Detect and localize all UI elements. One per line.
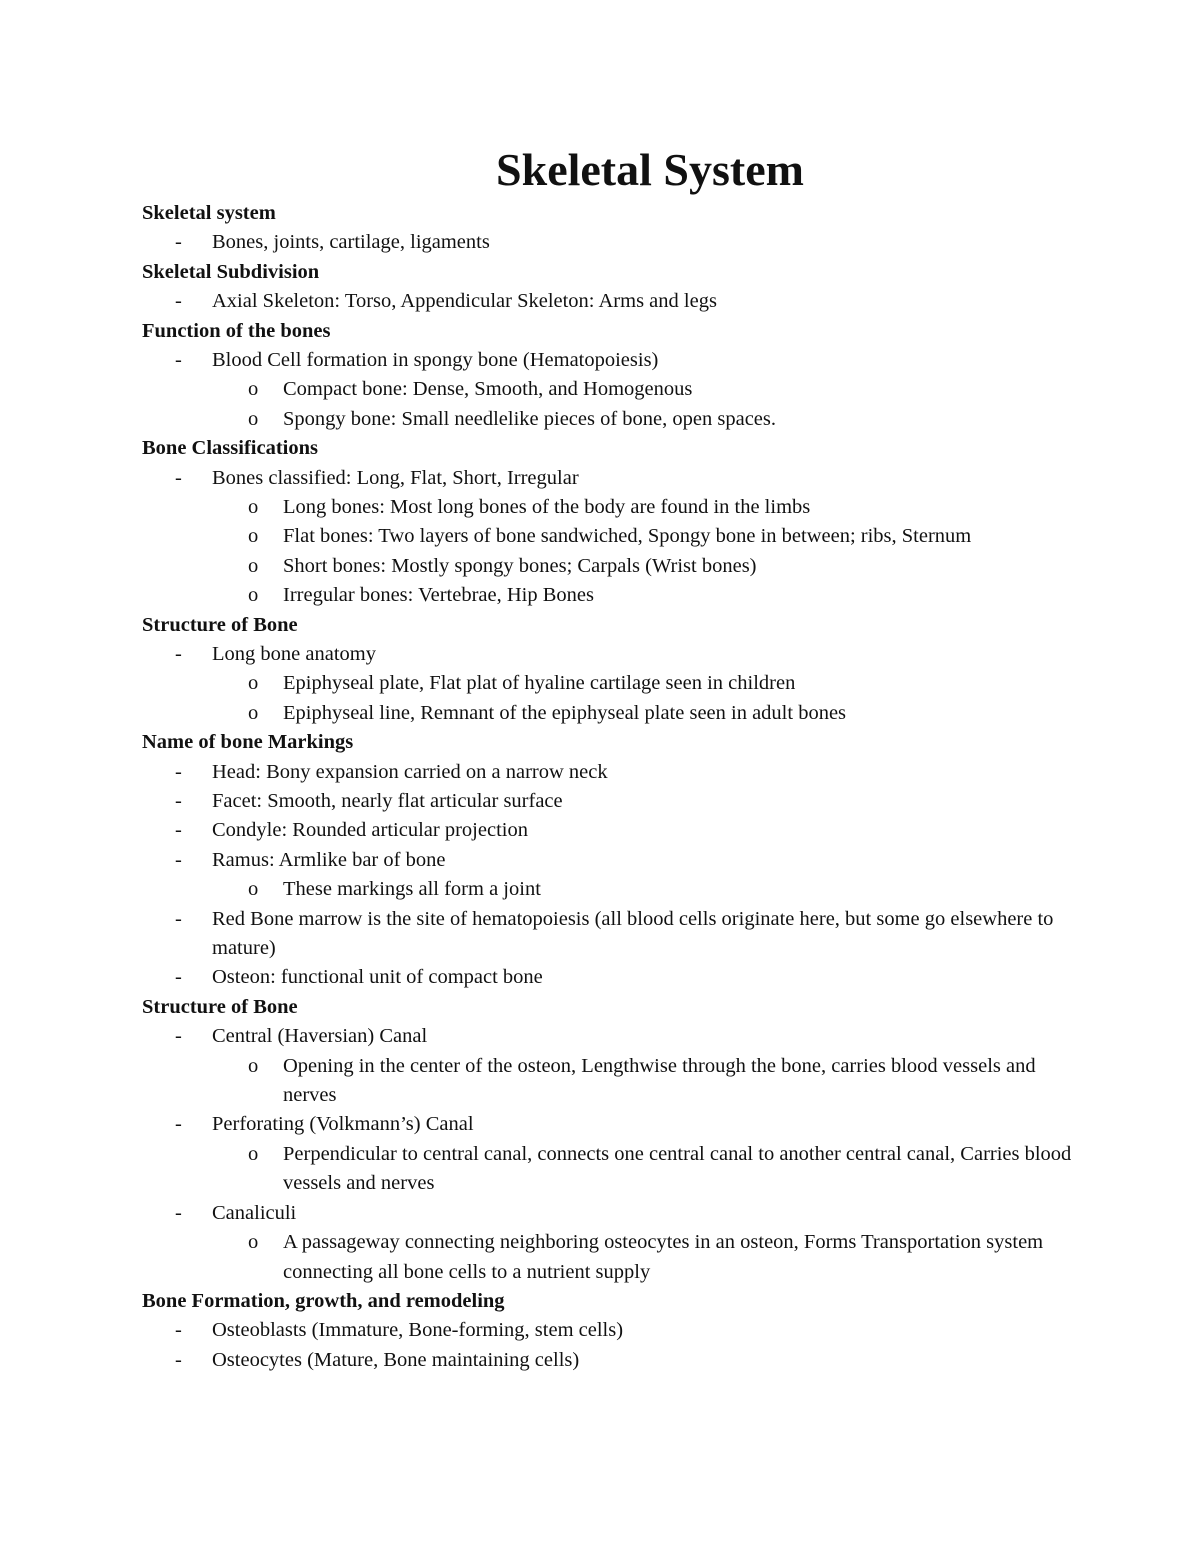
sub-item-text: Perpendicular to central canal, connects one central canal to another central canal, Carries blood vessels and nerves bbox=[283, 1142, 1072, 1195]
dash-list-item bbox=[142, 846, 1072, 875]
circle-bullet: o bbox=[248, 584, 259, 607]
dash-list-item bbox=[142, 1199, 1072, 1228]
circle-bullet: o bbox=[248, 407, 259, 430]
sub-item-text: These markings all form a joint bbox=[283, 878, 541, 901]
sub-list-item bbox=[142, 405, 1072, 434]
list-item-text: Perforating (Volkmann’s) Canal bbox=[212, 1113, 474, 1136]
dash-list-item bbox=[142, 905, 1072, 964]
list-item-text: Osteocytes (Mature, Bone maintaining cells) bbox=[212, 1348, 580, 1371]
sub-list-item bbox=[142, 552, 1072, 581]
dash-list-item bbox=[142, 1022, 1072, 1051]
section-heading: Bone Formation, growth, and remodeling bbox=[142, 1289, 505, 1312]
dash-bullet: - bbox=[175, 348, 182, 371]
section-heading: Skeletal system bbox=[142, 202, 276, 224]
dash-bullet: - bbox=[175, 1113, 182, 1136]
sub-list-item bbox=[142, 493, 1072, 522]
dash-bullet: - bbox=[175, 1025, 182, 1048]
dash-bullet: - bbox=[175, 760, 182, 783]
sub-list-item bbox=[142, 1052, 1072, 1111]
circle-bullet: o bbox=[248, 554, 259, 577]
sub-item-text: Long bones: Most long bones of the body are found in the limbs bbox=[283, 496, 811, 518]
list-item-text: Ramus: Armlike bar of bone bbox=[212, 848, 446, 871]
section-heading: Bone Classifications bbox=[142, 437, 318, 460]
section-heading: Structure of Bone bbox=[142, 995, 298, 1018]
dash-bullet: - bbox=[175, 907, 182, 930]
dash-bullet: - bbox=[175, 1201, 182, 1224]
dash-bullet: - bbox=[175, 290, 182, 313]
dash-list-item bbox=[142, 346, 1072, 375]
dash-list-item bbox=[142, 816, 1072, 845]
sub-list-item bbox=[142, 699, 1072, 728]
sub-list-item bbox=[142, 875, 1072, 904]
list-item-text: Condyle: Rounded articular projection bbox=[212, 819, 528, 842]
list-item-text: Canaliculi bbox=[212, 1201, 297, 1224]
section-heading: Name of bone Markings bbox=[142, 731, 354, 754]
dash-bullet: - bbox=[175, 1319, 182, 1342]
dash-list-item bbox=[142, 464, 1072, 493]
list-item-text: Blood Cell formation in spongy bone (Hematopoiesis) bbox=[212, 348, 659, 371]
document-title: Skeletal System bbox=[496, 144, 804, 195]
section-heading: Skeletal Subdivision bbox=[142, 260, 320, 283]
sub-list-item bbox=[142, 669, 1072, 698]
dash-list-item bbox=[142, 1316, 1072, 1345]
list-item-text: Axial Skeleton: Torso, Appendicular Skeleton: Arms and legs bbox=[212, 290, 717, 313]
circle-bullet: o bbox=[248, 378, 259, 401]
dash-list-item bbox=[142, 758, 1072, 787]
dash-bullet: - bbox=[175, 966, 182, 989]
dash-bullet: - bbox=[175, 790, 182, 813]
circle-bullet: o bbox=[248, 525, 259, 548]
dash-bullet: - bbox=[175, 466, 182, 489]
list-item-text: Head: Bony expansion carried on a narrow neck bbox=[212, 760, 608, 783]
dash-bullet: - bbox=[175, 819, 182, 842]
list-item-text: Long bone anatomy bbox=[212, 643, 376, 666]
dash-list-item bbox=[142, 228, 1072, 257]
sub-item-text: Epiphyseal line, Remnant of the epiphyseal plate seen in adult bones bbox=[283, 701, 847, 724]
list-item-text: Osteon: functional unit of compact bone bbox=[212, 966, 543, 989]
dash-list-item bbox=[142, 1346, 1072, 1375]
dash-list-item bbox=[142, 963, 1072, 992]
dash-list-item bbox=[142, 787, 1072, 816]
sub-item-text: Flat bones: Two layers of bone sandwiched, Spongy bone in between; ribs, Sternum bbox=[283, 525, 972, 548]
section-heading: Function of the bones bbox=[142, 319, 331, 342]
list-item-text: Bones, joints, cartilage, ligaments bbox=[212, 231, 490, 254]
sub-item-text: Opening in the center of the osteon, Lengthwise through the bone, carries blood vessels and nerves bbox=[283, 1054, 1036, 1107]
circle-bullet: o bbox=[248, 1054, 259, 1077]
sub-item-text: Epiphyseal plate, Flat plat of hyaline cartilage seen in children bbox=[283, 672, 796, 695]
section-heading: Structure of Bone bbox=[142, 613, 298, 636]
circle-bullet: o bbox=[248, 1142, 259, 1165]
list-item-text: Bones classified: Long, Flat, Short, Irregular bbox=[212, 466, 579, 489]
dash-list-item bbox=[142, 287, 1072, 316]
sub-list-item bbox=[142, 522, 1072, 551]
dash-bullet: - bbox=[175, 643, 182, 666]
sub-list-item bbox=[142, 1228, 1072, 1287]
sub-item-text: Short bones: Mostly spongy bones; Carpals (Wrist bones) bbox=[283, 554, 757, 577]
circle-bullet: o bbox=[248, 496, 259, 518]
sub-list-item bbox=[142, 375, 1072, 404]
dash-bullet: - bbox=[175, 1348, 182, 1371]
circle-bullet: o bbox=[248, 701, 259, 724]
dash-list-item bbox=[142, 1110, 1072, 1139]
list-item-text: Red Bone marrow is the site of hematopoiesis (all blood cells originate here, but some go elsewhere to mature) bbox=[212, 907, 1054, 960]
circle-bullet: o bbox=[248, 1231, 259, 1254]
dash-list-item bbox=[142, 640, 1072, 669]
dash-bullet: - bbox=[175, 231, 182, 254]
sub-list-item bbox=[142, 581, 1072, 610]
sub-list-item bbox=[142, 1140, 1072, 1199]
list-item-text: Facet: Smooth, nearly flat articular surface bbox=[212, 790, 563, 813]
sub-item-text: A passageway connecting neighboring osteocytes in an osteon, Forms Transportation system connecting all bone cells to a nutrient supply bbox=[283, 1231, 1044, 1283]
sub-item-text: Irregular bones: Vertebrae, Hip Bones bbox=[283, 584, 595, 607]
dash-bullet: - bbox=[175, 848, 182, 871]
sub-item-text: Compact bone: Dense, Smooth, and Homogenous bbox=[283, 378, 693, 401]
circle-bullet: o bbox=[248, 672, 259, 695]
circle-bullet: o bbox=[248, 878, 259, 901]
document-body bbox=[142, 199, 1072, 1375]
list-item-text: Osteoblasts (Immature, Bone-forming, stem cells) bbox=[212, 1319, 624, 1342]
sub-item-text: Spongy bone: Small needlelike pieces of bone, open spaces. bbox=[283, 407, 777, 430]
list-item-text: Central (Haversian) Canal bbox=[212, 1025, 428, 1048]
